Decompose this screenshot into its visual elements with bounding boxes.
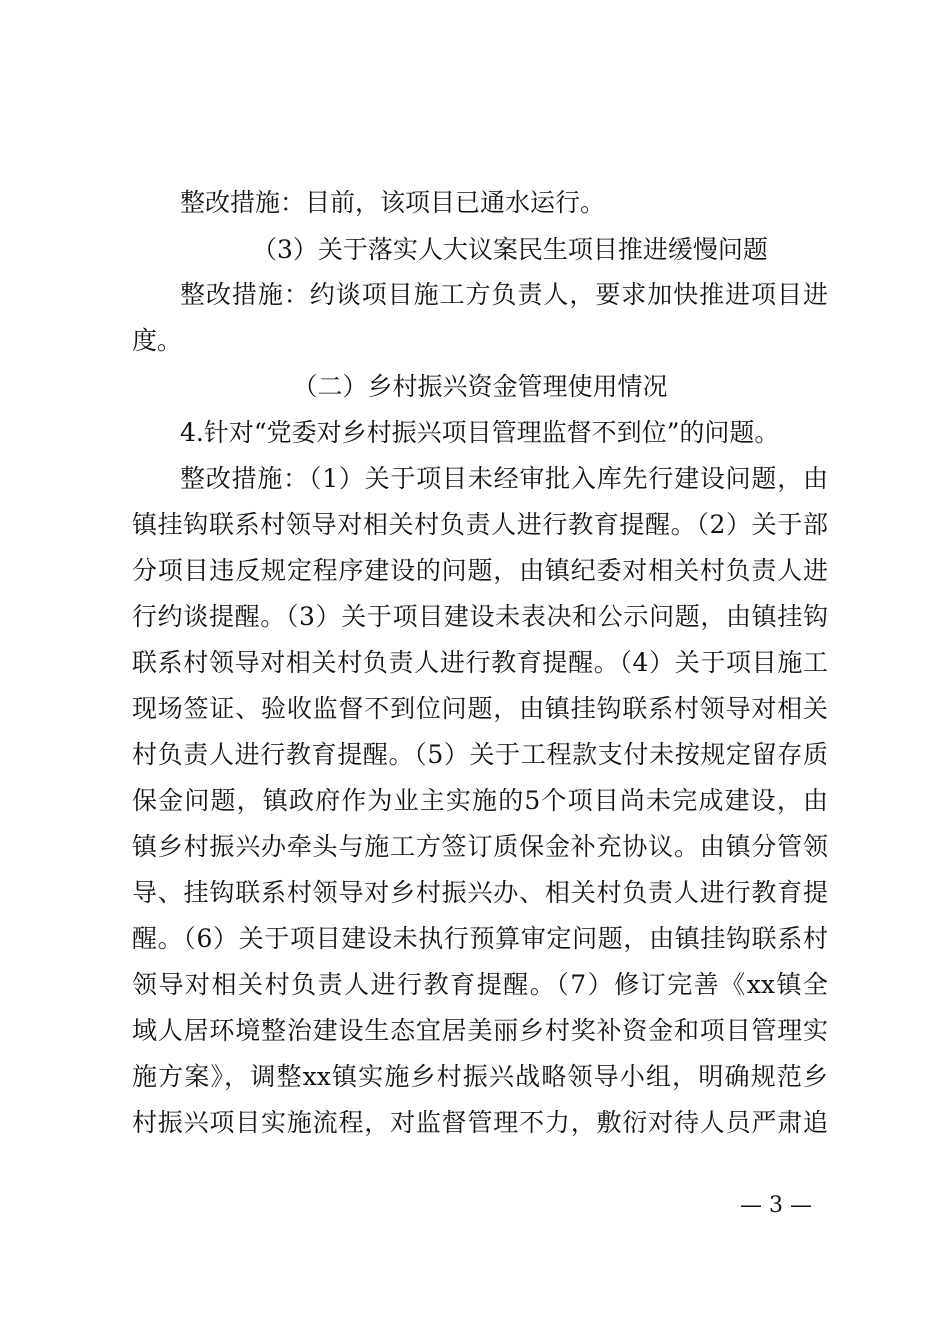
paragraph-line: 整改措施：（1）关于项目未经审批入库先行建设问题，由 bbox=[180, 464, 828, 493]
paragraph-line: 行约谈提醒。（3）关于项目建设未表决和公示问题，由镇挂钩 bbox=[132, 602, 828, 631]
page-number: — 3 — bbox=[740, 1193, 812, 1218]
paragraph-line: 村振兴项目实施流程，对监督管理不力，敷衍对待人员严肃追 bbox=[132, 1108, 828, 1137]
paragraph-rectification-water: 整改措施：目前，该项目已通水运行。 bbox=[180, 188, 606, 217]
paragraph-line: 联系村领导对相关村负责人进行教育提醒。（4）关于项目施工 bbox=[132, 648, 828, 677]
subheading-npc-project: （3）关于落实人大议案民生项目推进缓慢问题 bbox=[252, 235, 768, 264]
paragraph-line: 施方案》，调整xx镇实施乡村振兴战略领导小组，明确规范乡 bbox=[132, 1062, 828, 1091]
paragraph-line: 醒。（6）关于项目建设未执行预算审定问题，由镇挂钩联系村 bbox=[132, 924, 828, 953]
paragraph-line: 分项目违反规定程序建设的问题，由镇纪委对相关村负责人进 bbox=[132, 556, 828, 585]
paragraph-line: 村负责人进行教育提醒。（5）关于工程款支付未按规定留存质 bbox=[132, 740, 828, 769]
paragraph-line: 整改措施：约谈项目施工方负责人，要求加快推进项目进 bbox=[180, 280, 828, 309]
paragraph-line: 域人居环境整治建设生态宜居美丽乡村奖补资金和项目管理实 bbox=[132, 1016, 828, 1045]
paragraph-line: 导、挂钩联系村领导对乡村振兴办、相关村负责人进行教育提 bbox=[132, 878, 828, 907]
paragraph-line: 现场签证、验收监督不到位问题，由镇挂钩联系村领导对相关 bbox=[132, 694, 828, 723]
paragraph-line: 镇乡村振兴办牵头与施工方签订质保金补充协议。由镇分管领 bbox=[132, 832, 828, 861]
paragraph-line: 领导对相关村负责人进行教育提醒。（7）修订完善《xx镇全 bbox=[132, 970, 828, 999]
paragraph-line: 保金问题，镇政府作为业主实施的5个项目尚未完成建设，由 bbox=[132, 786, 828, 815]
paragraph-line: 镇挂钩联系村领导对相关村负责人进行教育提醒。（2）关于部 bbox=[132, 510, 828, 539]
paragraph-line: 度。 bbox=[132, 326, 183, 355]
section-heading: （二）乡村振兴资金管理使用情况 bbox=[292, 372, 668, 401]
issue-title: 4.针对“党委对乡村振兴项目管理监督不到位”的问题。 bbox=[180, 418, 780, 447]
